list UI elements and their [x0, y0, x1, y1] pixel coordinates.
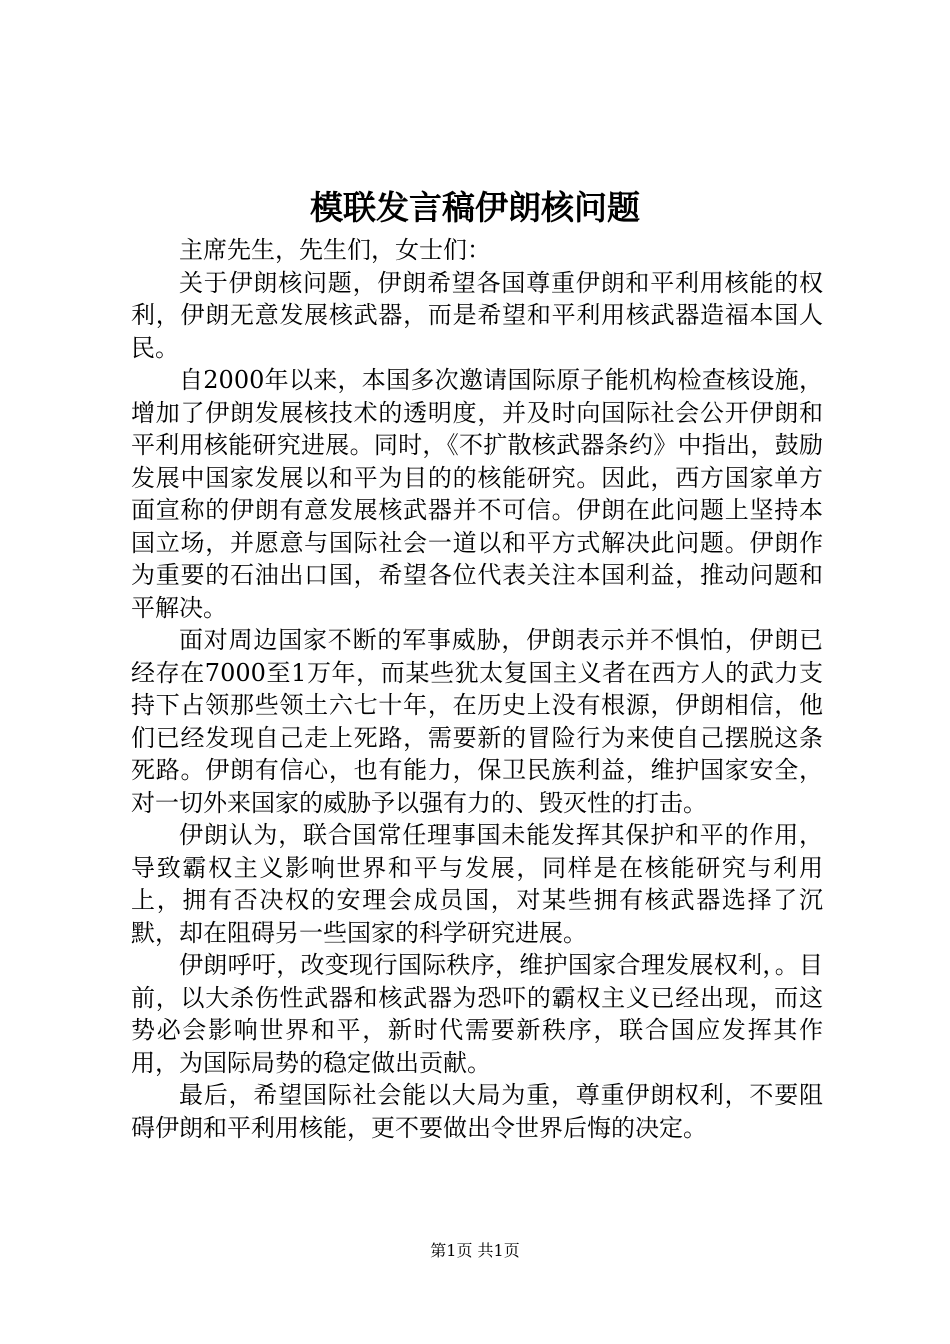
page-footer: 第1页 共1页: [430, 1241, 520, 1260]
document-body: [131, 234, 823, 1144]
body-paragraph: 伊朗认为，联合国常任理事国未能发挥其保护和平的作用，导致霸权主义影响世界和平与发展，同样是在核能研究与利用上，拥有否决权的安理会成员国，对某些拥有核武器选择了沉默，却在阻碍另一些国家的科学研究进展。: [131, 821, 823, 947]
body-paragraph: 自2000年以来，本国多次邀请国际原子能机构检查核设施，增加了伊朗发展核技术的透明度，并及时向国际社会公开伊朗和平利用核能研究进展。同时，《不扩散核武器条约》中指出，鼓励发展中国家发展以和平为目的的核能研究。因此，西方国家单方面宣称的伊朗有意发展核武器并不可信。伊朗在此问题上坚持本国立场，并愿意与国际社会一道以和平方式解决此问题。伊朗作为重要的石油出口国，希望各位代表关注本国利益，推动问题和平解决。: [131, 366, 823, 622]
body-paragraph: 伊朗呼吁，改变现行国际秩序，维护国家合理发展权利，。目前，以大杀伤性武器和核武器为恐吓的霸权主义已经出现，而这势必会影响世界和平，新时代需要新秩序，联合国应发挥其作用，为国际局势的稳定做出贡献。: [131, 951, 823, 1077]
document-title: 模联发言稿伊朗核问题: [310, 188, 640, 227]
salutation-paragraph: 主席先生，先生们，女士们：: [179, 236, 491, 264]
body-paragraph: 关于伊朗核问题，伊朗希望各国尊重伊朗和平利用核能的权利，伊朗无意发展核武器，而是希望和平利用核武器造福本国人民。: [131, 268, 823, 362]
closing-paragraph: 最后，希望国际社会能以大局为重，尊重伊朗权利，不要阻碍伊朗和平利用核能，更不要做出令世界后悔的决定。: [131, 1081, 823, 1142]
body-paragraph: 面对周边国家不断的军事威胁，伊朗表示并不惧怕，伊朗已经存在7000至1万年，而某些犹太复国主义者在西方人的武力支持下占领那些领土六七十年，在历史上没有根源，伊朗相信，他们已经发现自己走上死路，需要新的冒险行为来使自己摆脱这条死路。伊朗有信心，也有能力，保卫民族利益，维护国家安全，对一切外来国家的威胁予以强有力的、毁灭性的打击。: [131, 626, 823, 817]
